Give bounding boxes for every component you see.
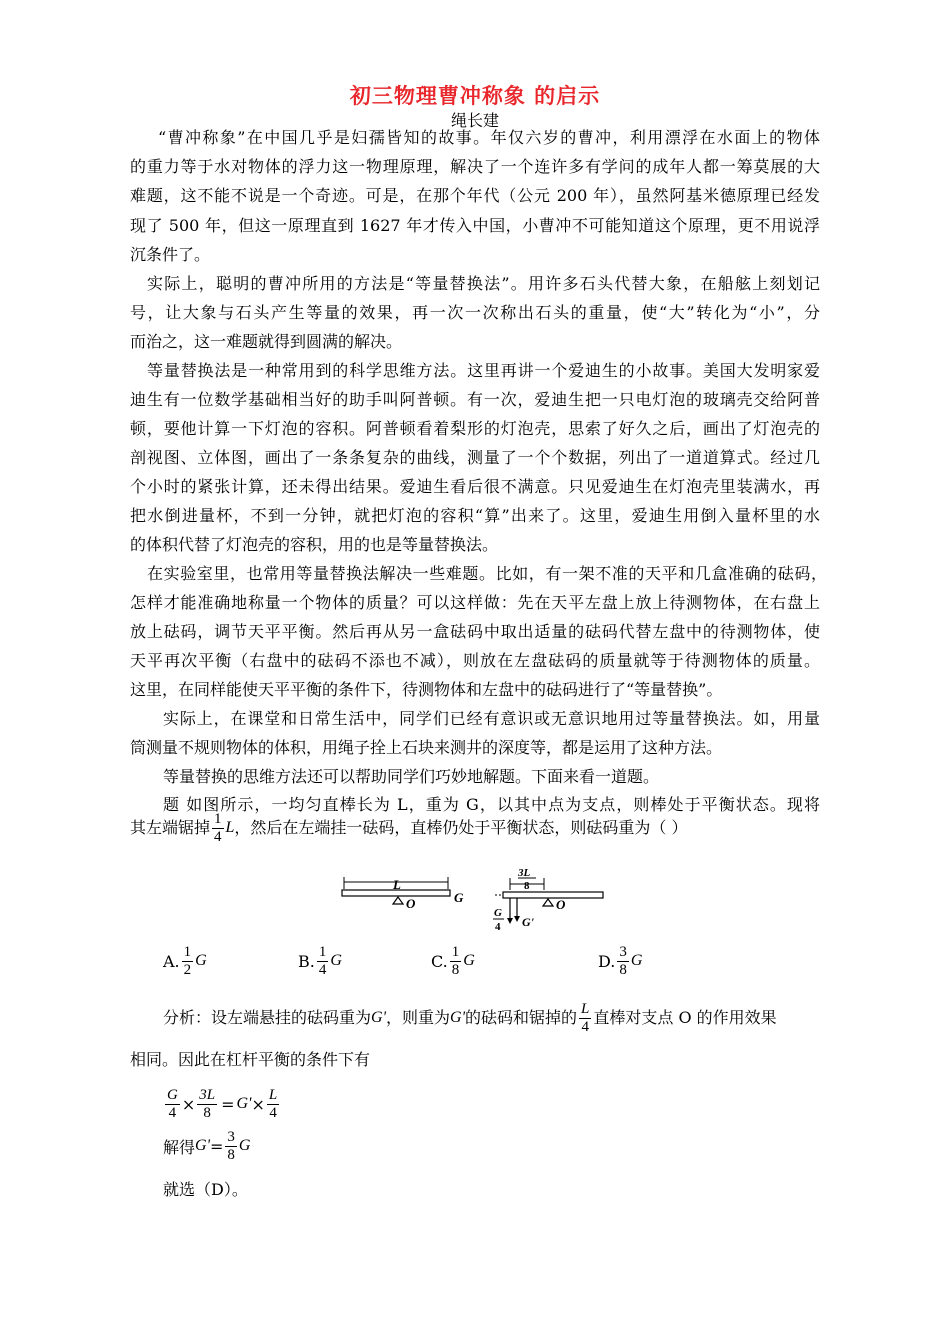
label-g: G: [454, 890, 464, 905]
paragraph-line: 把水倒进量杯，不到一分钟，就把灯泡的容积“算”出来了。这里，爱迪生用倒入量杯里的水: [130, 506, 820, 525]
variable: L: [225, 819, 235, 836]
analysis-text: 分析：设左端悬挂的砝码重为: [163, 1008, 372, 1027]
fraction: [317, 944, 329, 979]
arrow-head: [514, 916, 520, 922]
fraction-numerator: G: [167, 1086, 178, 1103]
times-sign: ×: [251, 1094, 265, 1114]
paragraph-line: 的体积代替了灯泡壳的容积，用的也是等量替换法。: [130, 535, 499, 554]
fraction-numerator: 1: [214, 810, 222, 827]
variable: G: [238, 1137, 251, 1154]
analysis-text: 直棒对支点 O 的作用效果: [593, 1008, 777, 1027]
variable: G': [236, 1095, 252, 1112]
analysis-text: ，则重为: [386, 1008, 451, 1027]
option-d[interactable]: [598, 938, 642, 984]
fulcrum-icon: [543, 899, 553, 906]
fraction-denominator: 4: [581, 1018, 589, 1035]
equation: [163, 1082, 281, 1126]
variable: G': [195, 1137, 210, 1154]
solution: [163, 1124, 250, 1168]
equals-sign: =: [210, 1136, 224, 1156]
question-text: 其左端锯掉: [130, 818, 211, 837]
fraction-numerator: L: [268, 1086, 278, 1103]
fraction: [212, 811, 224, 846]
option-b[interactable]: [298, 938, 342, 984]
fraction-denominator: 8: [227, 1146, 235, 1163]
option-label: C.: [431, 951, 448, 971]
analysis-text: 的砝码和锯掉的: [465, 1008, 578, 1027]
fraction-numerator: 1: [451, 943, 460, 960]
option-a[interactable]: [163, 938, 207, 984]
rod-cut: [503, 892, 603, 898]
variable: G: [195, 952, 207, 969]
paragraph-line: 的重力等于水对物体的浮力这一物理原理，解决了一个连许多有学问的成年人都一筹莫展的大: [130, 157, 820, 176]
label-l: L: [393, 877, 401, 892]
paragraph-line: 筒测量不规则物体的体积，用绳子拴上石块来测井的深度等，都是运用了这种方法。: [130, 738, 723, 757]
arrow-head: [507, 918, 513, 924]
paragraph-line: 沉条件了。: [130, 245, 211, 264]
fraction-numerator: 3: [227, 1128, 235, 1145]
times-sign: ×: [181, 1094, 196, 1114]
fraction: [617, 944, 629, 979]
fraction-denominator: 8: [451, 961, 460, 978]
fraction-denominator: 4: [214, 828, 222, 845]
variable: G: [330, 952, 342, 969]
author-name: 绳长建: [450, 111, 499, 130]
fraction-denominator: 4: [269, 1104, 277, 1121]
option-c[interactable]: [431, 938, 475, 984]
paragraph-line: 在实验室里，也常用等量替换法解决一些难题。比如，有一架不准的天平和几盒准确的砝码，: [147, 564, 827, 583]
lever-figure: [338, 864, 618, 936]
fraction-denominator: 2: [183, 961, 192, 978]
label-o: O: [406, 896, 416, 911]
question-text: ，然后在左端挂一砝码，直棒仍处于平衡状态，则砝码重为（ ）: [234, 818, 688, 837]
paragraph-line: 号，让大象与石头产生等量的效果，再一次一次称出石头的重量，使“大”转化为“小”，分: [130, 303, 820, 322]
fraction-numerator: 1: [318, 943, 327, 960]
variable: G: [463, 952, 475, 969]
analysis-line-2: 相同。因此在杠杆平衡的条件下有: [130, 1050, 371, 1069]
label-8: 8: [524, 880, 530, 892]
paragraph-line: 难题，这不能不说是一个奇迹。可是，在那个年代（公元 200 年），虽然阿基米德原理已经发: [130, 186, 820, 205]
fulcrum-icon: [393, 897, 403, 904]
fraction: [197, 1087, 217, 1122]
paragraph-line: 等量替换法是一种常用到的科学思维方法。这里再讲一个爱迪生的小故事。美国大发明家爱: [147, 361, 820, 380]
fraction-numerator: L: [581, 1000, 590, 1017]
paragraph-line: 顿，要他计算一下灯泡的容积。阿普顿看着梨形的灯泡壳，思索了好久之后，画出了灯泡壳的: [130, 419, 820, 438]
fraction-numerator: 3L: [199, 1086, 216, 1103]
fraction: [225, 1129, 237, 1164]
option-label: B.: [298, 951, 315, 971]
fraction-denominator: 8: [619, 961, 627, 978]
fraction: [165, 1087, 180, 1122]
paragraph-line: 等量替换的思维方法还可以帮助同学们巧妙地解题。下面来看一道题。: [163, 767, 660, 786]
paragraph-line: 实际上，在课堂和日常生活中，同学们已经有意识或无意识地用过等量替换法。如，用量: [163, 709, 820, 728]
paragraph-line: 现了 500 年，但这一原理直到 1627 年才传入中国，小曹冲不可能知道这个原理，更不用说浮: [130, 216, 820, 235]
paragraph-line: 个小时的紧张计算，还未得出结果。爱迪生看后很不满意。只见爱迪生在灯泡壳里装满水，再: [130, 477, 820, 496]
answer-line: 就选（D）。: [163, 1180, 248, 1199]
paragraph-line: 剖视图、立体图，画出了一条条复杂的曲线，测量了一个个数据，列出了一道道算式。经过几: [130, 448, 820, 467]
label-g4-den: 4: [495, 921, 501, 933]
paragraph-line: 天平再次平衡（右盘中的砝码不添也不减），则放在左盘砝码的质量就等于待测物体的质量。: [130, 651, 820, 670]
fraction-numerator: 3: [619, 943, 627, 960]
label-o-2: O: [556, 897, 566, 912]
variable: G: [630, 952, 643, 969]
analysis-line: [163, 996, 823, 1040]
paragraph-line: 怎样才能准确地称量一个物体的质量？可以这样做：先在天平左盘上放上待测物体，在右盘上: [130, 593, 820, 612]
paragraph-line: 这里，在同样能使天平平衡的条件下，待测物体和左盘中的砝码进行了“等量替换”。: [130, 680, 723, 699]
paragraph-line: 放上砝码，调节天平平衡。然后再从另一盒砝码中取出适量的砝码代替左盘中的待测物体，使: [130, 622, 820, 641]
question-line: 题 如图所示，一均匀直棒长为 L，重为 G，以其中点为支点，则棒处于平衡状态。现将: [163, 795, 820, 814]
fraction-denominator: 4: [318, 961, 327, 978]
equals-sign: =: [221, 1094, 235, 1114]
fraction: [450, 944, 462, 979]
variable: G': [450, 1009, 465, 1026]
solution-text: 解得: [163, 1137, 196, 1157]
option-label: A.: [163, 951, 180, 971]
fraction: [267, 1087, 279, 1122]
question-line-2: [130, 808, 820, 848]
option-label: D.: [598, 951, 616, 971]
fraction-numerator: 1: [183, 943, 192, 960]
paragraph-line: “曹冲称象”在中国几乎是妇孺皆知的故事。年仅六岁的曹冲，利用漂浮在水面上的物体: [158, 128, 820, 147]
document-title: 初三物理曹冲称象 的启示: [349, 83, 601, 108]
paragraph-line: 而治之，这一难题就得到圆满的解决。: [130, 332, 403, 351]
paragraph-line: 迪生有一位数学基础相当好的助手叫阿普顿。有一次，爱迪生把一只电灯泡的玻璃壳交给阿普: [130, 390, 820, 409]
paragraph-line: 实际上，聪明的曹冲所用的方法是“等量替换法”。用许多石头代替大象，在船舷上刻划记: [147, 274, 820, 293]
label-gp: G': [522, 915, 534, 929]
label-g4-num: G: [494, 907, 502, 919]
variable: G': [371, 1009, 386, 1026]
fraction: [182, 944, 194, 979]
label-3l: 3L: [518, 867, 531, 879]
fraction-denominator: 4: [168, 1104, 177, 1121]
fraction-denominator: 8: [203, 1104, 211, 1121]
fraction: [579, 1001, 591, 1036]
